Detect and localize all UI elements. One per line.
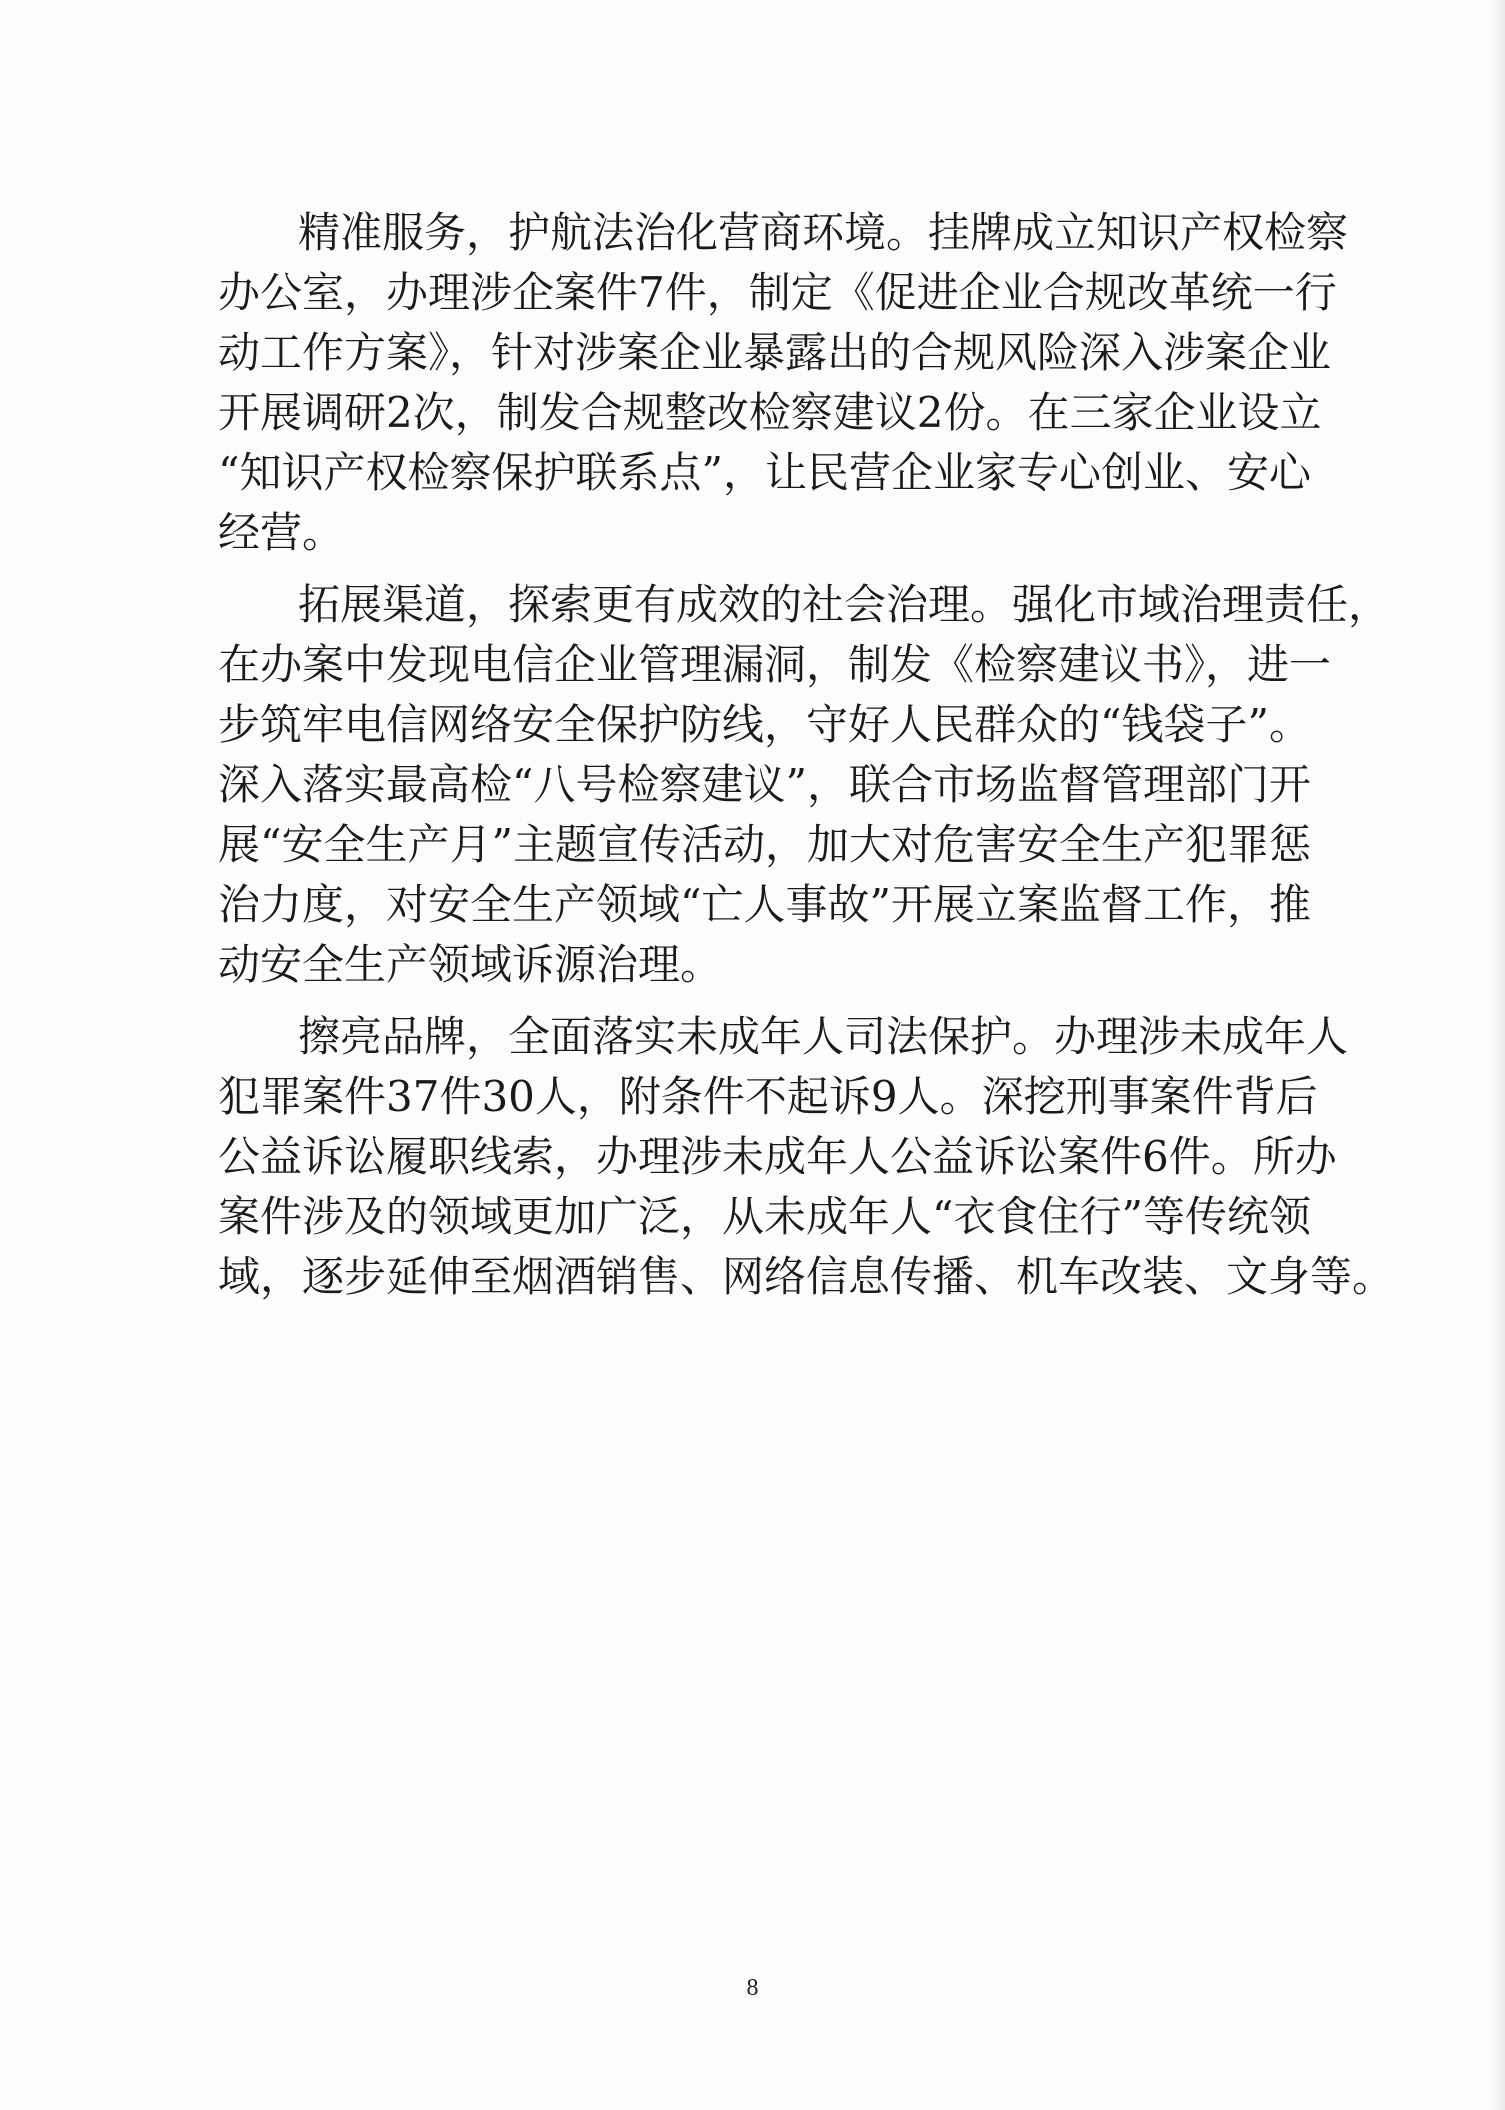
paragraph-2-line-7: 动安全生产领域诉源治理。 xyxy=(218,940,723,989)
paragraph-2-line-2: 在办案中发现电信企业管理漏洞，制发《检察建议书》，进一 xyxy=(218,640,1332,689)
paragraph-3-line-5: 域，逐步延伸至烟酒销售、网络信息传播、机车改装、文身等。 xyxy=(218,1252,1395,1301)
page-edge-shadow xyxy=(1491,0,1505,2110)
paragraph-2-line-1: 拓展渠道，探索更有成效的社会治理。强化市域治理责任， xyxy=(298,580,1391,629)
paragraph-1-line-3: 动工作方案》，针对涉案企业暴露出的合规风险深入涉案企业 xyxy=(218,328,1332,377)
paragraph-3-line-2: 犯罪案件37件30人，附条件不起诉9人。深挖刑事案件背后 xyxy=(218,1072,1318,1121)
paragraph-2-line-3: 步筑牢电信网络安全保护防线，守好人民群众的“钱袋子”。 xyxy=(218,700,1311,749)
paragraph-1-line-6: 经营。 xyxy=(218,508,345,557)
page-number: 8 xyxy=(746,1975,759,2001)
paragraph-1-line-2: 办公室，办理涉企案件7件，制定《促进企业合规改革统一行 xyxy=(218,268,1337,317)
paragraph-2-line-4: 深入落实最高检“八号检察建议”，联合市场监督管理部门开 xyxy=(218,760,1311,809)
paragraph-3-line-1: 擦亮品牌，全面落实未成年人司法保护。办理涉未成年人 xyxy=(298,1012,1349,1061)
paragraph-1-line-1: 精准服务，护航法治化营商环境。挂牌成立知识产权检察 xyxy=(298,208,1349,257)
paragraph-3-line-4: 案件涉及的领域更加广泛，从未成年人“衣食住行”等传统领 xyxy=(218,1192,1311,1241)
paragraph-1-line-4: 开展调研2次，制发合规整改检察建议2份。在三家企业设立 xyxy=(218,388,1322,437)
paragraph-2-line-6: 治力度，对安全生产领域“亡人事故”开展立案监督工作，推 xyxy=(218,880,1311,929)
paragraph-1-line-5: “知识产权检察保护联系点”，让民营企业家专心创业、安心 xyxy=(218,448,1311,497)
paragraph-2-line-5: 展“安全生产月”主题宣传活动，加大对危害安全生产犯罪惩 xyxy=(218,820,1311,869)
paragraph-3-line-3: 公益诉讼履职线索，办理涉未成年人公益诉讼案件6件。所办 xyxy=(218,1132,1337,1181)
